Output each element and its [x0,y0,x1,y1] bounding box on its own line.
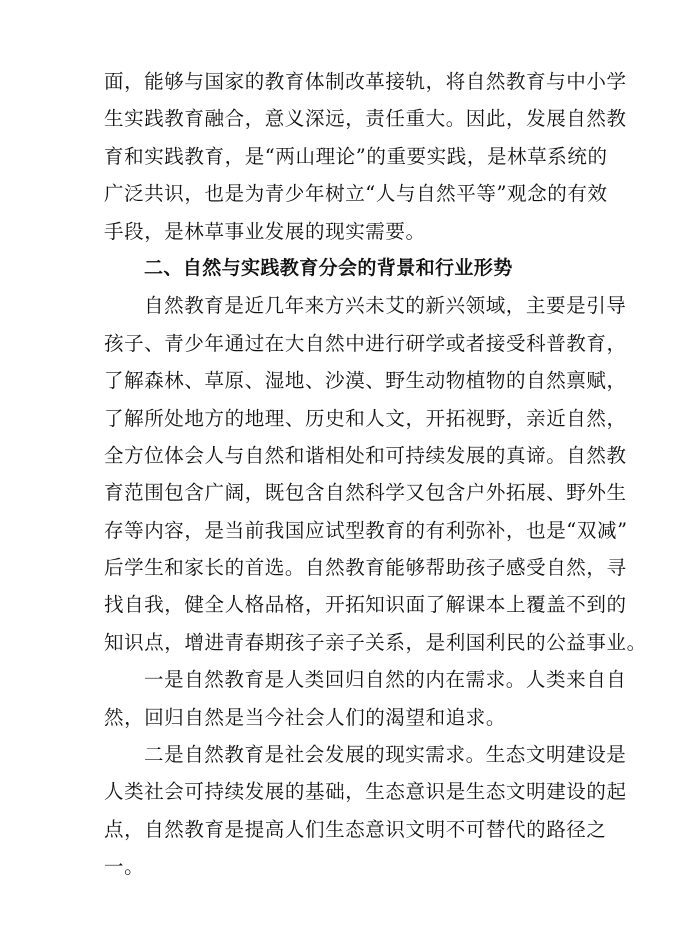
paragraph-line: 知识点，增进青春期孩子亲子关系，是利国利民的公益事业。 [104,630,647,654]
paragraph-line: 后学生和家长的首选。自然教育能够帮助孩子感受自然，寻 [104,556,627,580]
paragraph-line: 孩子、青少年通过在大自然中进行研学或者接受科普教育， [104,331,627,355]
paragraph-line: 全方位体会人与自然和谐相处和可持续发展的真谛。自然教 [104,443,627,467]
paragraph-line: 面，能够与国家的教育体制改革接轨，将自然教育与中小学 [104,70,627,93]
paragraph-line: 育和实践教育，是“两山理论”的重要实践，是林草系统的 [104,144,608,168]
paragraph-line: 广泛共识，也是为青少年树立“人与自然平等”观念的有效 [104,182,608,206]
paragraph-line: 育范围包含广阔，既包含自然科学又包含户外拓展、野外生 [104,481,627,505]
paragraph-line: 一。 [104,855,145,879]
document-body [104,63,647,886]
paragraph-line: 自然教育是近几年来方兴未艾的新兴领域，主要是引导 [144,294,627,318]
paragraph-line: 生实践教育融合，意义深远，责任重大。因此，发展自然教 [104,107,627,131]
paragraph-line: 点，自然教育是提高人们生态意识文明不可替代的路径之 [104,817,607,841]
paragraph-line: 二是自然教育是社会发展的现实需求。生态文明建设是 [144,743,627,767]
paragraph-line: 然，回归自然是当今社会人们的渴望和追求。 [104,705,507,729]
paragraph-line: 人类社会可持续发展的基础，生态意识是生态文明建设的起 [104,780,627,804]
paragraph-line: 存等内容，是当前我国应试型教育的有利弥补，也是“双减” [104,518,628,542]
paragraph-line: 了解所处地方的地理、历史和人文，开拓视野，亲近自然， [104,406,627,430]
paragraph-line: 一是自然教育是人类回归自然的内在需求。人类来自自 [144,668,627,692]
section-heading: 二、自然与实践教育分会的背景和行业形势 [144,256,513,279]
paragraph-line: 找自我，健全人格品格，开拓知识面了解课本上覆盖不到的 [104,593,627,617]
paragraph-line: 了解森林、草原、湿地、沙漠、野生动物植物的自然禀赋， [104,369,627,393]
paragraph-line: 手段，是林草事业发展的现实需要。 [104,219,426,243]
